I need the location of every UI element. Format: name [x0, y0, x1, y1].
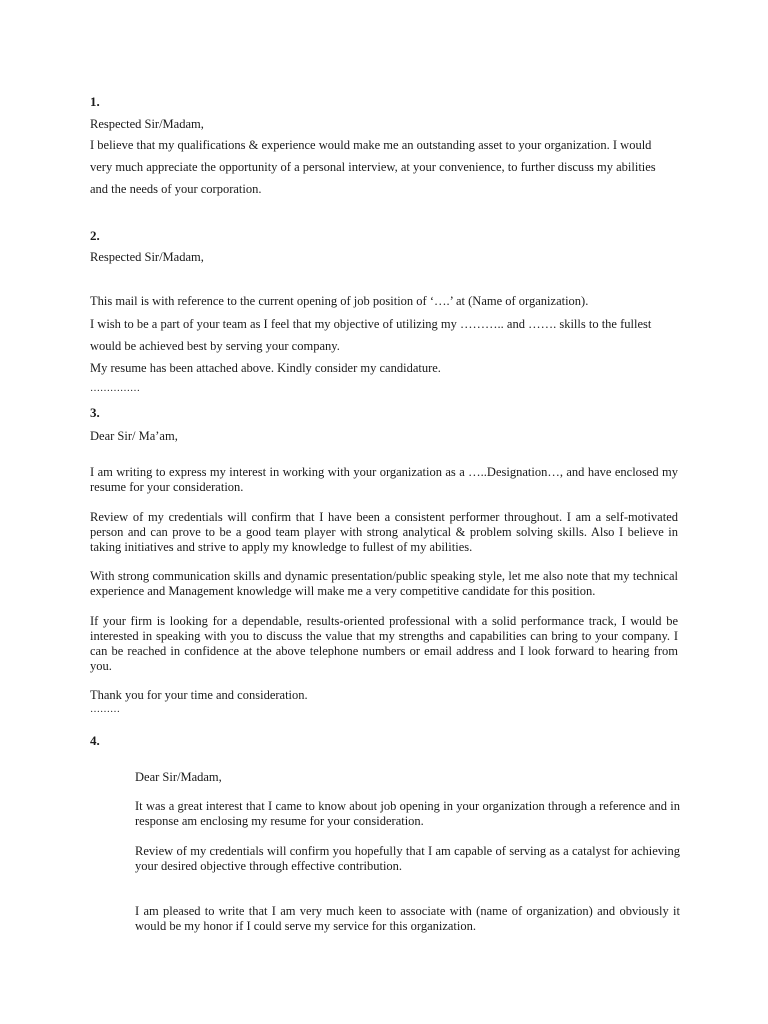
letter-3-paragraph-1: I am writing to express my interest in working with your organization as a …..Designation…, and have enclosed my resume for your consideration. — [90, 465, 678, 494]
letter-4-paragraph-1: It was a great interest that I came to know about job opening in your organization through a reference and in response am enclosing my resume for your consideration. — [135, 799, 680, 828]
letter-4-paragraph-2: Review of my credentials will confirm you hopefully that I am capable of serving as a catalyst for achieving your desired objective through effective contribution. — [135, 844, 680, 873]
letter-2-line-3: would be achieved best by serving your company. — [90, 339, 340, 353]
letter-2-line-4: My resume has been attached above. Kindly consider my candidature. — [90, 361, 441, 375]
letter-4-paragraph-3: I am pleased to write that I am very much keen to associate with (name of organization) and obviously it would be my honor if I could serve my service for this organization. — [135, 904, 680, 933]
letter-3-paragraph-2: Review of my credentials will confirm that I have been a consistent performer throughout. I am a self-motivated person and can prove to be a good team player with strong analytical & problem solving skills. Also I believe in taking initiatives and strive to apply my knowledge to fullest of my abilities. — [90, 510, 678, 554]
letter-3-closing: Thank you for your time and consideration. — [90, 688, 308, 702]
letter-1-line-2: very much appreciate the opportunity of a personal interview, at your convenience, to further discuss my abilities — [90, 160, 656, 174]
letter-2-line-1: This mail is with reference to the current opening of job position of ‘….’ at (Name of organization). — [90, 294, 589, 308]
letter-3-number: 3. — [90, 405, 100, 420]
letter-4-salutation: Dear Sir/Madam, — [135, 770, 222, 784]
letter-1-number: 1. — [90, 94, 100, 109]
letter-3-paragraph-3: With strong communication skills and dynamic presentation/public speaking style, let me also note that my technical experience and Management knowledge will make me a very competitive candidate for this position. — [90, 569, 678, 598]
letter-4-number: 4. — [90, 733, 100, 748]
letter-2-salutation: Respected Sir/Madam, — [90, 250, 204, 264]
letter-1-salutation: Respected Sir/Madam, — [90, 117, 204, 131]
letter-2-line-2: I wish to be a part of your team as I feel that my objective of utilizing my ……….. and ……. skills to the fullest — [90, 317, 652, 331]
letter-1-line-1: I believe that my qualifications & experience would make me an outstanding asset to your organization. I would — [90, 138, 652, 152]
letter-1-line-3: and the needs of your corporation. — [90, 182, 262, 196]
letter-3-salutation: Dear Sir/ Ma’am, — [90, 429, 178, 443]
letter-3-paragraph-4: If your firm is looking for a dependable, results-oriented professional with a solid performance track, I would be interested in speaking with you to discuss the value that my strengths and capabilities can bring to your company. I can be reached in confidence at the above telephone numbers or email address and I look forward to hearing from you. — [90, 614, 678, 673]
letter-2-number: 2. — [90, 228, 100, 243]
letter-2-ellipsis: …………… — [90, 383, 140, 394]
letter-3-ellipsis: ……… — [90, 704, 120, 715]
